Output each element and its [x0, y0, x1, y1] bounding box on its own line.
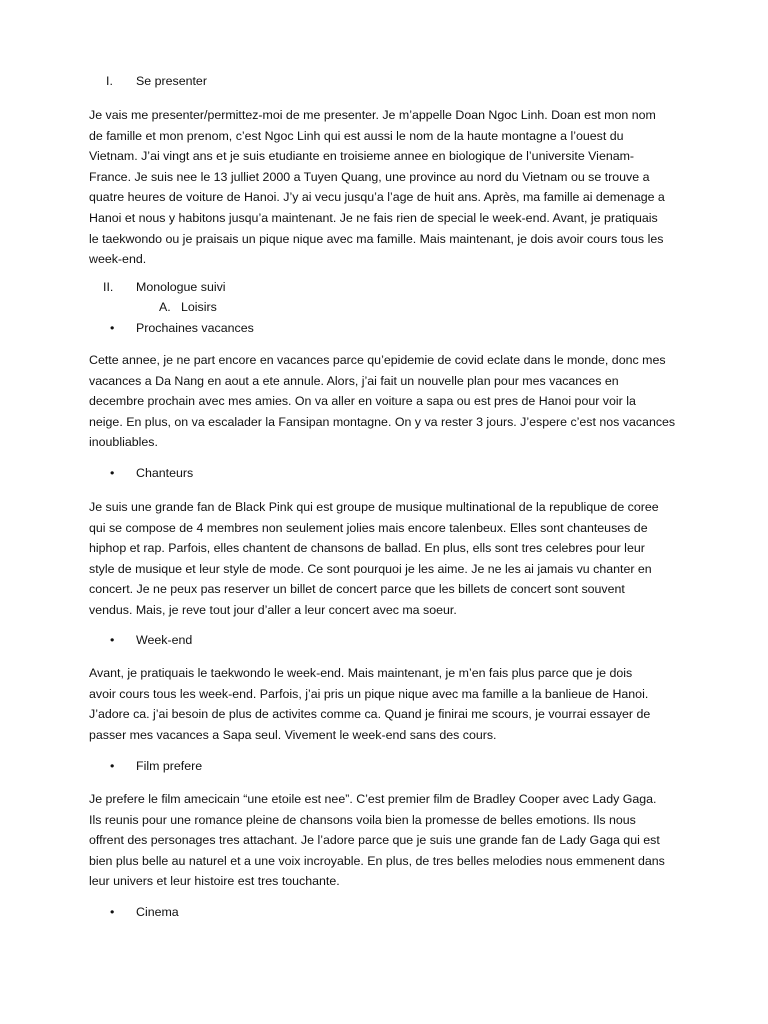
paragraph-line: Cette annee, je ne part encore en vacances parce qu’epidemie de covid eclate dans le monde, donc mes: [89, 353, 666, 367]
paragraph-line: J’adore ca. j’ai besoin de plus de activites comme ca. Quand je finirai me scours, je vourrai essayer de: [89, 707, 651, 722]
paragraph-line: bien plus belle au naturel et a une voix incroyable. En plus, de tres belles melodies nous emmenent dans: [89, 853, 665, 868]
bullet-label: Film prefere: [136, 759, 203, 773]
paragraph-line: Je suis une grande fan de Black Pink qui est groupe de musique multinational de la republique de coree: [89, 500, 659, 514]
paragraph-line: style de musique et leur style de mode. Ce sont pourquoi je les aime. Je ne les ai jamais vu chanter en: [89, 561, 652, 576]
paragraph-line: hiphop et rap. Parfois, elles chantent de chansons de ballad. En plus, ells sont tres celebres pour leur: [89, 541, 645, 556]
paragraph-line: quatre heures de voiture de Hanoi. J’y ai vecu jusqu’a l’age de huit ans. Après, ma famille ai demenage a: [89, 190, 665, 205]
bullet-icon: •: [110, 905, 115, 919]
paragraph-line: concert. Je ne peux pas reserver un billet de concert parce que les billets de concert sont souvent: [89, 582, 625, 597]
paragraph-line: Avant, je pratiquais le taekwondo le week-end. Mais maintenant, je m’en fais plus parce que je dois: [89, 666, 633, 680]
paragraph-line: le taekwondo ou je praisais un pique nique avec ma famille. Mais maintenant, je dois avoir cours tous les: [89, 231, 664, 246]
paragraph-line: week-end.: [89, 252, 147, 267]
paragraph-line: de famille et mon prenom, c’est Ngoc Linh qui est aussi le nom de la haute montagne a l’ouest du: [89, 128, 624, 143]
paragraph-line: avoir cours tous les week-end. Parfois, j’ai pris un pique nique avec ma famille a la banlieue de Hanoi.: [89, 686, 649, 701]
bullet-icon: •: [110, 321, 115, 335]
paragraph-line: Hanoi et nous y habitons jusqu’a maintenant. Je ne fais rien de special le week-end. Avant, je pratiquais: [89, 210, 658, 225]
bullet-label: Chanteurs: [136, 466, 194, 480]
paragraph-line: offrent des personages tres attachant. Je l’adore parce que je suis une grande fan de Lady Gaga qui est: [89, 833, 660, 848]
section-number: II.: [103, 280, 114, 294]
section-title: Monologue suivi: [136, 280, 226, 294]
bullet-icon: •: [110, 759, 115, 773]
paragraph-line: Je prefere le film amecicain “une etoile est nee”. C’est premier film de Bradley Cooper avec Lady Gaga.: [89, 792, 657, 806]
paragraph-line: Je vais me presenter/permittez-moi de me presenter. Je m’appelle Doan Ngoc Linh. Doan est mon nom: [89, 108, 656, 122]
paragraph-line: qui se compose de 4 membres non seulement jolies mais encore talenbeux. Elles sont chanteuses de: [89, 520, 648, 535]
paragraph-line: neige. En plus, on va escalader la Fansipan montagne. On y va rester 3 jours. J’espere c’est nos vacances: [89, 414, 676, 429]
bullet-label: Week-end: [136, 633, 193, 647]
bullet-label: Prochaines vacances: [136, 321, 254, 335]
paragraph-line: vacances a Da Nang en aout a ete annule. Alors, j’ai fait un nouvelle plan pour mes vacances en: [89, 373, 619, 388]
paragraph-film: [89, 789, 681, 892]
paragraph-line: decembre prochain avec mes amies. On va aller en voiture a sapa ou est pres de Hanoi pour voir la: [89, 394, 636, 409]
bullet-icon: •: [110, 466, 115, 480]
section-title: Se presenter: [136, 74, 207, 88]
paragraph-week-end: [89, 663, 681, 745]
paragraph-line: vendus. Mais, je reve tout jour d’aller a leur concert avec ma soeur.: [89, 602, 457, 617]
bullet-icon: •: [110, 633, 115, 647]
paragraph-line: Vietnam. J’ai vingt ans et je suis etudiante en troisieme annee en biologique de l’universite Vienam-: [89, 149, 635, 164]
paragraph-line: France. Je suis nee le 13 julliet 2000 a Tuyen Quang, une province au nord du Vietnam ou se trouve a: [89, 169, 650, 184]
paragraph-line: passer mes vacances a Sapa seul. Vivement le week-end sans des cours.: [89, 727, 497, 742]
paragraph-presentation: [89, 105, 681, 270]
subsection-letter: A.: [159, 300, 171, 314]
paragraph-line: inoubliables.: [89, 435, 158, 450]
section-number: I.: [106, 74, 113, 88]
paragraph-line: leur univers et leur histoire est tres touchante.: [89, 874, 340, 889]
bullet-label: Cinema: [136, 905, 179, 919]
paragraph-chanteurs: [89, 497, 681, 621]
paragraph-line: Ils reunis pour une romance pleine de chansons voila bien la promesse de belles emotions. Ils nous: [89, 812, 636, 827]
paragraph-vacances: [89, 350, 681, 453]
subsection-title: Loisirs: [181, 300, 217, 314]
